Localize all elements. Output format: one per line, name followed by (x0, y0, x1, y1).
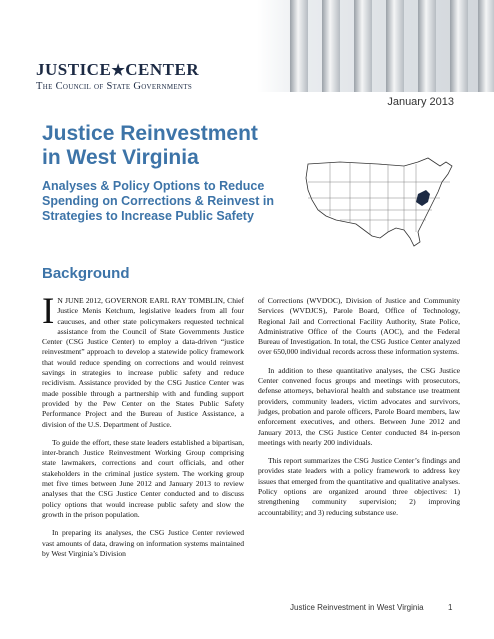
column-shape (290, 0, 308, 92)
title-line-1: Justice Reinvestment (42, 122, 258, 145)
column-shape (354, 0, 372, 92)
star-icon: ★ (111, 63, 126, 79)
body-column-right (258, 296, 460, 526)
column-shape (322, 0, 340, 92)
body-paragraph (42, 291, 244, 430)
footer-title: Justice Reinvestment in West Virginia (290, 603, 424, 612)
us-outline (306, 158, 452, 246)
title-line-2: in West Virginia (42, 146, 199, 169)
drop-cap: I (42, 291, 55, 332)
page-title (42, 122, 292, 170)
section-heading-background: Background (42, 265, 130, 282)
body-column-left (42, 291, 244, 567)
column-shape (418, 0, 436, 92)
logo-text-center: CENTER (125, 60, 200, 79)
logo-wordmark (36, 60, 199, 80)
header-banner (0, 0, 494, 92)
paragraph-text: N JUNE 2012, GOVERNOR EARL RAY TOMBLIN, Chief Justice Menis Ketchum, legislative leaders from all four caucuses, and other state policymakers requested technical assistance from the Council of State Governments Justice Center (CSG Justice Center) to employ a data-driven “justice reinvestment” approach to develop a statewide policy framework that would reduce spending on corrections and would reinvest savings in strategies to increase public safety and reduce recidivism. Assistance provided by the CSG Justice Center was made possible through a partnership with and funding support provided by the Pew Center on the States Public Safety Performance Project and the Bureau of Justice Assistance, a division of the U.S. Department of Justice. (42, 296, 244, 429)
columns-photo (250, 0, 494, 92)
body-paragraph: In preparing its analyses, the CSG Justice Center reviewed vast amounts of data, drawing on information systems maintained by West Virginia’s Division (42, 528, 244, 558)
page-number: 1 (448, 603, 453, 612)
logo-subtitle: The Council of State Governments (36, 81, 193, 92)
column-shape (478, 0, 494, 92)
publication-date: January 2013 (387, 96, 454, 108)
page-subtitle: Analyses & Policy Options to Reduce Spending on Corrections & Reinvest in Strategies to Increase Public Safety (42, 179, 274, 223)
us-map-icon (300, 152, 460, 252)
logo (36, 60, 199, 92)
column-shape (386, 0, 404, 92)
body-paragraph: of Corrections (WVDOC), Division of Justice and Community Services (WVDJCS), Parole Board, Office of Technology, Regional Jail and Correctional Facility Authority, State Police, Administrative Office of the Courts (AOC), and the Federal Bureau of Investigation. In total, the CSG Justice Center analyzed over 650,000 individual records across these information systems. (258, 296, 460, 357)
logo-text-justice: JUSTICE (36, 60, 112, 79)
body-paragraph: In addition to these quantitative analyses, the CSG Justice Center convened focus groups and meetings with prosecutors, defense attorneys, behavioral health and substance use treatment providers, community leaders, victim advocates and survivors, judges, probation and parole officers, Parole Board members, law enforcement executives, and others. Between June 2012 and January 2013, the CSG Justice Center conducted 84 in-person meetings with nearly 200 individuals. (258, 365, 460, 447)
column-shape (450, 0, 468, 92)
body-paragraph: This report summarizes the CSG Justice Center’s findings and provides state leaders with a policy framework to address key issues that emerged from the quantitative and qualitative analyses. Policy options are organized around three objectives: 1) strengthening community supervision; 2) improving accountability; and 3) reducing substance use. (258, 456, 460, 517)
body-paragraph: To guide the effort, these state leaders established a bipartisan, inter-branch Justice Reinvestment Working Group comprising state lawmakers, corrections and court officials, and other stakeholders in the criminal justice system. The working group met five times between June 2012 and January 2013 to review analyses that the CSG Justice Center conducted and to discuss policy options that would increase public safety and slow the growth in the prison population. (42, 437, 244, 519)
